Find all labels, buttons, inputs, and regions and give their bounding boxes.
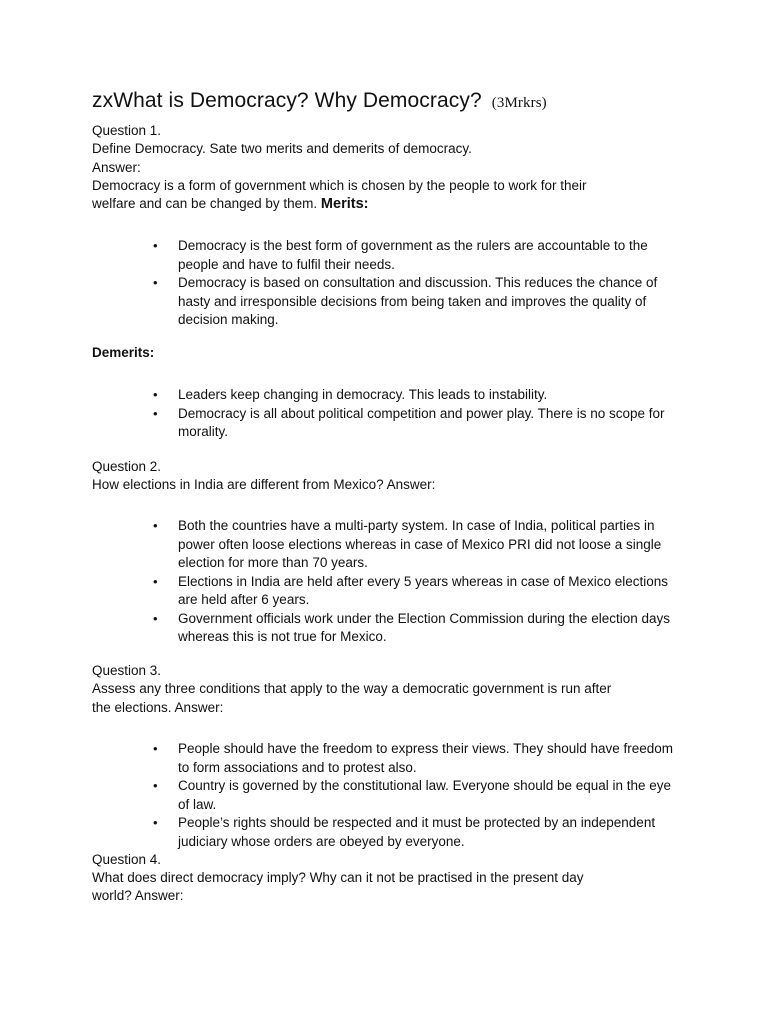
q3-question-line-1: Assess any three conditions that apply to the way a democratic government is run after — [92, 681, 612, 696]
page-title — [92, 89, 547, 113]
merits-heading: Merits: — [320, 196, 369, 212]
demerits-list — [0, 386, 680, 442]
title-main: zxWhat is Democracy? Why Democracy? — [92, 89, 482, 112]
bullet-icon: • — [153, 387, 158, 402]
merit-text: Democracy is the best form of government as the rulers are accountable to the people and have to fulfil their needs. — [178, 238, 648, 272]
list-item — [0, 610, 680, 647]
list-item — [0, 274, 680, 330]
q2-question: How elections in India are different from Mexico? Answer: — [92, 477, 436, 492]
bullet-icon: • — [153, 741, 158, 756]
q2-label: Question 2. — [92, 459, 162, 474]
q1-answer-label: Answer: — [92, 160, 141, 175]
bullet-icon: • — [153, 238, 158, 253]
bullet-icon: • — [153, 405, 158, 421]
list-item — [0, 777, 680, 814]
q3-label: Question 3. — [92, 663, 162, 678]
q3-answer-list — [0, 740, 680, 851]
q4-question-line-2: world? Answer: — [92, 888, 184, 903]
list-item — [0, 386, 680, 405]
list-item — [0, 237, 680, 274]
q2-point-text: Both the countries have a multi-party system. In case of India, political parties in power often loose elections whereas in case of Mexico PRI did not loose a single election for more than 70 years. — [178, 518, 662, 570]
q3-point-text: Country is governed by the constitutional law. Everyone should be equal in the eye of law. — [178, 778, 672, 812]
q4-label: Question 4. — [92, 852, 162, 867]
bullet-icon: • — [153, 573, 158, 589]
bullet-icon: • — [153, 275, 158, 290]
q2-point-text: Elections in India are held after every 5 years whereas in case of Mexico elections are held after 6 years. — [178, 573, 669, 607]
list-item — [0, 814, 680, 851]
q4-question-line-1: What does direct democracy imply? Why can it not be practised in the present day — [92, 870, 584, 885]
list-item — [0, 405, 680, 442]
q2-answer-list — [0, 517, 680, 647]
bullet-icon: • — [153, 815, 158, 830]
list-item — [0, 517, 680, 573]
title-marks: (3Mrkrs) — [491, 95, 547, 111]
bullet-icon: • — [153, 518, 158, 533]
bullet-icon: • — [153, 778, 158, 793]
merits-list — [0, 237, 680, 330]
q1-label: Question 1. — [92, 123, 162, 138]
merit-text: Democracy is based on consultation and discussion. This reduces the chance of hasty and irresponsible decisions from being taken and improves the quality of decision making. — [178, 275, 658, 327]
demerit-text: Democracy is all about political competition and power play. There is no scope for morality. — [178, 405, 665, 439]
q3-point-text: People should have the freedom to express their views. They should have freedom to form associations and to protest also. — [178, 741, 674, 775]
q1-answer-line-1: Democracy is a form of government which is chosen by the people to work for their — [92, 178, 587, 193]
q1-question: Define Democracy. Sate two merits and demerits of democracy. — [92, 141, 472, 156]
bullet-icon: • — [153, 610, 158, 626]
q1-answer-line-2-text: welfare and can be changed by them. — [92, 196, 318, 211]
q3-point-text: People’s rights should be respected and it must be protected by an independent judiciary whose orders are obeyed by everyone. — [178, 815, 656, 849]
list-item — [0, 740, 680, 777]
demerit-text: Leaders keep changing in democracy. This leads to instability. — [178, 387, 548, 402]
list-item — [0, 573, 680, 610]
q1-answer-line-2 — [92, 195, 368, 213]
demerits-heading: Demerits: — [92, 345, 155, 360]
q2-point-text: Government officials work under the Election Commission during the election days whereas this is not true for Mexico. — [178, 610, 670, 644]
q3-question-line-2: the elections. Answer: — [92, 700, 224, 715]
